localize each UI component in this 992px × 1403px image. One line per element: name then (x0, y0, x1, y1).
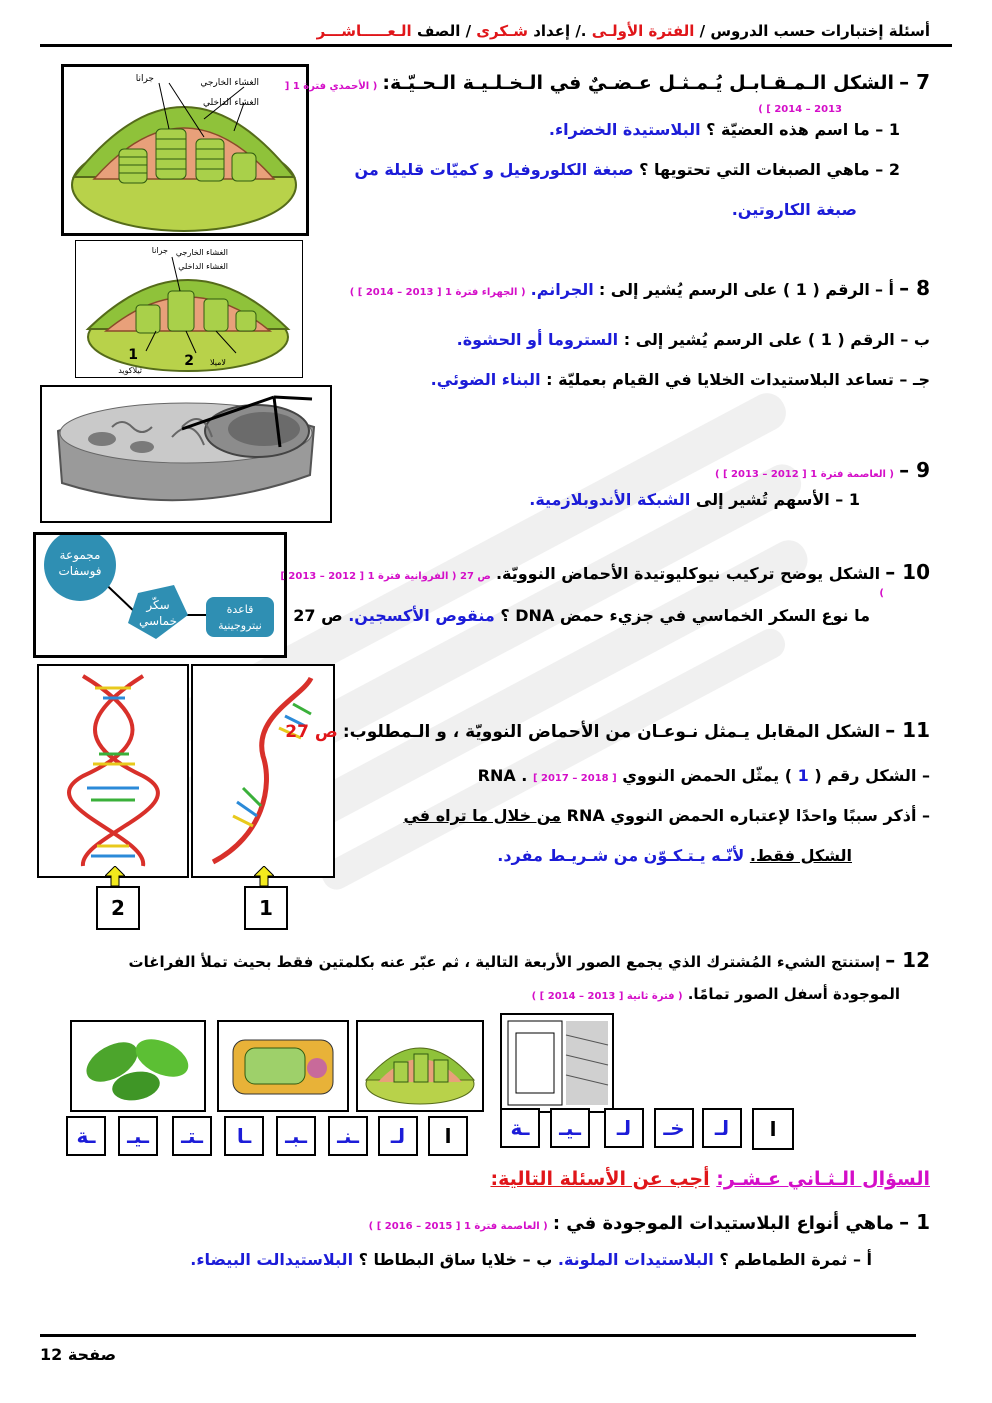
q9-sub: 1 – الأسهم تُشير إلى الشبكة الأندوبلازمية. (529, 490, 860, 509)
fig-label: الغشاء الداخلي (203, 98, 259, 108)
q7-sub2: 2 – ماهي الصبغات التي تحتويها ؟ صبغة الكلوروفيل و كميّات قليلة من (354, 160, 900, 179)
fig-label: الغشاء الخارجي (175, 248, 228, 257)
q10-sub: ما نوع السكر الخماسي في جزيء حمض DNA ؟ منقوص الأكسجين. ص 27 (293, 606, 870, 625)
dna-figure-q11 (37, 664, 189, 878)
letter-box: ـنـ (328, 1116, 368, 1156)
letter-box: لـ (604, 1108, 644, 1148)
q12-question-cont: الموجودة أسفل الصور تمامًا. ( فترة ثانية [ 2013 – 2014 ] ) (531, 985, 900, 1003)
base-label: قاعدة (226, 603, 254, 616)
header-rule (40, 44, 952, 47)
q11-sub2: – أذكر سببًا واحدًا لإعتباره الحمض النووي RNA من خلال ما تراه في (403, 806, 930, 825)
q8-part-a: 8 – أ – الرقم ( 1 ) على الرسم يُشير إلى : الجرانم. ( الجهراء فترة 1 [ 2013 – 2014 ] ) (349, 276, 930, 300)
q11-question: 11 – الشكل المقابل يـمثل نـوعـان من الأحماض النوويّة ، و الـمطلوب: ص 27 (285, 718, 930, 742)
figure-label-2: 2 (96, 886, 140, 930)
q9-question: 9 – ( العاصمة فترة 1 [ 2012 – 2013 ] ) (714, 458, 930, 482)
q10-ref-tail: ) (879, 588, 884, 599)
fig-label: ثيلاكويد (118, 366, 142, 375)
letter-box: لـ (702, 1108, 742, 1148)
q11-sub2-cont: الشكل فقط. لأنّـه يـتـكـوّن من شـريـط مفرد. (497, 846, 852, 865)
page-number: صفحة 12 (40, 1345, 117, 1364)
fig-label-1: 1 (128, 347, 138, 363)
q7-sub2-cont: صبغة الكاروتين. (731, 200, 857, 219)
q8-part-c: جـ – تساعد البلاستيدات الخلايا في القيام بعمليّة : البناء الضوئي. (430, 370, 930, 389)
chloroplast-figure-q8 (75, 240, 303, 378)
sugar-label: خماسي (138, 614, 178, 628)
leaves-image (70, 1020, 206, 1112)
fig-label-2: 2 (184, 353, 194, 369)
letter-box: ـبـ (276, 1116, 316, 1156)
nucleotide-figure-q10 (33, 532, 287, 658)
letter-box: ا (752, 1108, 794, 1150)
cell-figure-q9 (40, 385, 332, 523)
footer-rule (40, 1334, 916, 1337)
sugar-label: سكّر (146, 598, 170, 612)
fig-label: لاميلا (209, 358, 226, 367)
letter-box: ـيـ (550, 1108, 590, 1148)
q11-sub1: – الشكل رقم ( 1 ) يمثّل الحمض النووي RNA . [ 2017 – 2018 ] (477, 766, 930, 785)
chloroplast-image (356, 1020, 484, 1112)
section-title: السؤال الـثـاني عـشـر: أجب عن الأسئلة التالية: (490, 1168, 930, 1190)
letter-box: ـتـ (172, 1116, 212, 1156)
letter-box: ـا (224, 1116, 264, 1156)
s12-q1: 1 – ماهي أنواع البلاستيدات الموجودة في : ( العاصمة فترة 1 [ 2015 – 2016 ] ) (368, 1210, 930, 1234)
q8-part-b: ب – الرقم ( 1 ) على الرسم يُشير إلى : الستروما أو الحشوة. (456, 330, 930, 349)
letter-box: ـة (500, 1108, 540, 1148)
q7-ref-years: 2013 – 2014 ] ) (758, 104, 842, 115)
q7-question: 7 – الشكل الـمـقـابـل يُـمـثـل عـضـيٌ في الـخـلـيـة الـحـيّـة: ( الأحمدي فترة 1 [ (284, 70, 930, 94)
cell-wall-image (500, 1013, 614, 1113)
base-label: نيتروجينية (218, 619, 262, 632)
phosphate-label: مجموعة (59, 548, 101, 562)
fig-label: جرانا (135, 74, 154, 84)
q7-sub1: 1 – ما اسم هذه العضيّة ؟ البلاستيدة الخضراء. (548, 120, 900, 139)
fig-label: الغشاء الداخلي (178, 262, 228, 271)
fig-label: جرانا (151, 246, 168, 255)
figure-label-1: 1 (244, 886, 288, 930)
letter-box: ـيـ (118, 1116, 158, 1156)
letter-box: ا (428, 1116, 468, 1156)
fig-label: الغشاء الخارجي (200, 78, 259, 88)
letter-box: خـ (654, 1108, 694, 1148)
s12-q1-answers: أ – ثمرة الطماطم ؟ البلاستيدات الملونة. ب – خلايا ساق البطاطا ؟ البلاستيدالت البيضاء. (190, 1250, 872, 1269)
arrow-up-icon (254, 866, 274, 886)
phosphate-label: فوسفات (58, 564, 102, 578)
chloroplast-figure-q7 (61, 64, 309, 236)
q10-question: 10 – الشكل يوضح تركيب نيوكليوتيدة الأحماض النوويّة. ص 27 ( الفروانية فترة 1 [ 2012 – 2013 ] (280, 560, 930, 584)
plant-cell-image (217, 1020, 349, 1112)
q12-question: 12 – إستنتج الشيء المُشترك الذي يجمع الصور الأربعة التالية ، ثم عبّر عنه بكلمتين فقط بحيث تملأ الفراغات (128, 948, 930, 972)
rna-figure-q11 (191, 664, 335, 878)
letter-box: ـة (66, 1116, 106, 1156)
arrow-up-icon (105, 866, 125, 886)
page-header: أسئلة إختبارات حسب الدروس / الفترة الأولـى ./ إعداد شـكرى / الصف الـعـــــاشـــر (316, 22, 930, 40)
letter-box: لـ (378, 1116, 418, 1156)
